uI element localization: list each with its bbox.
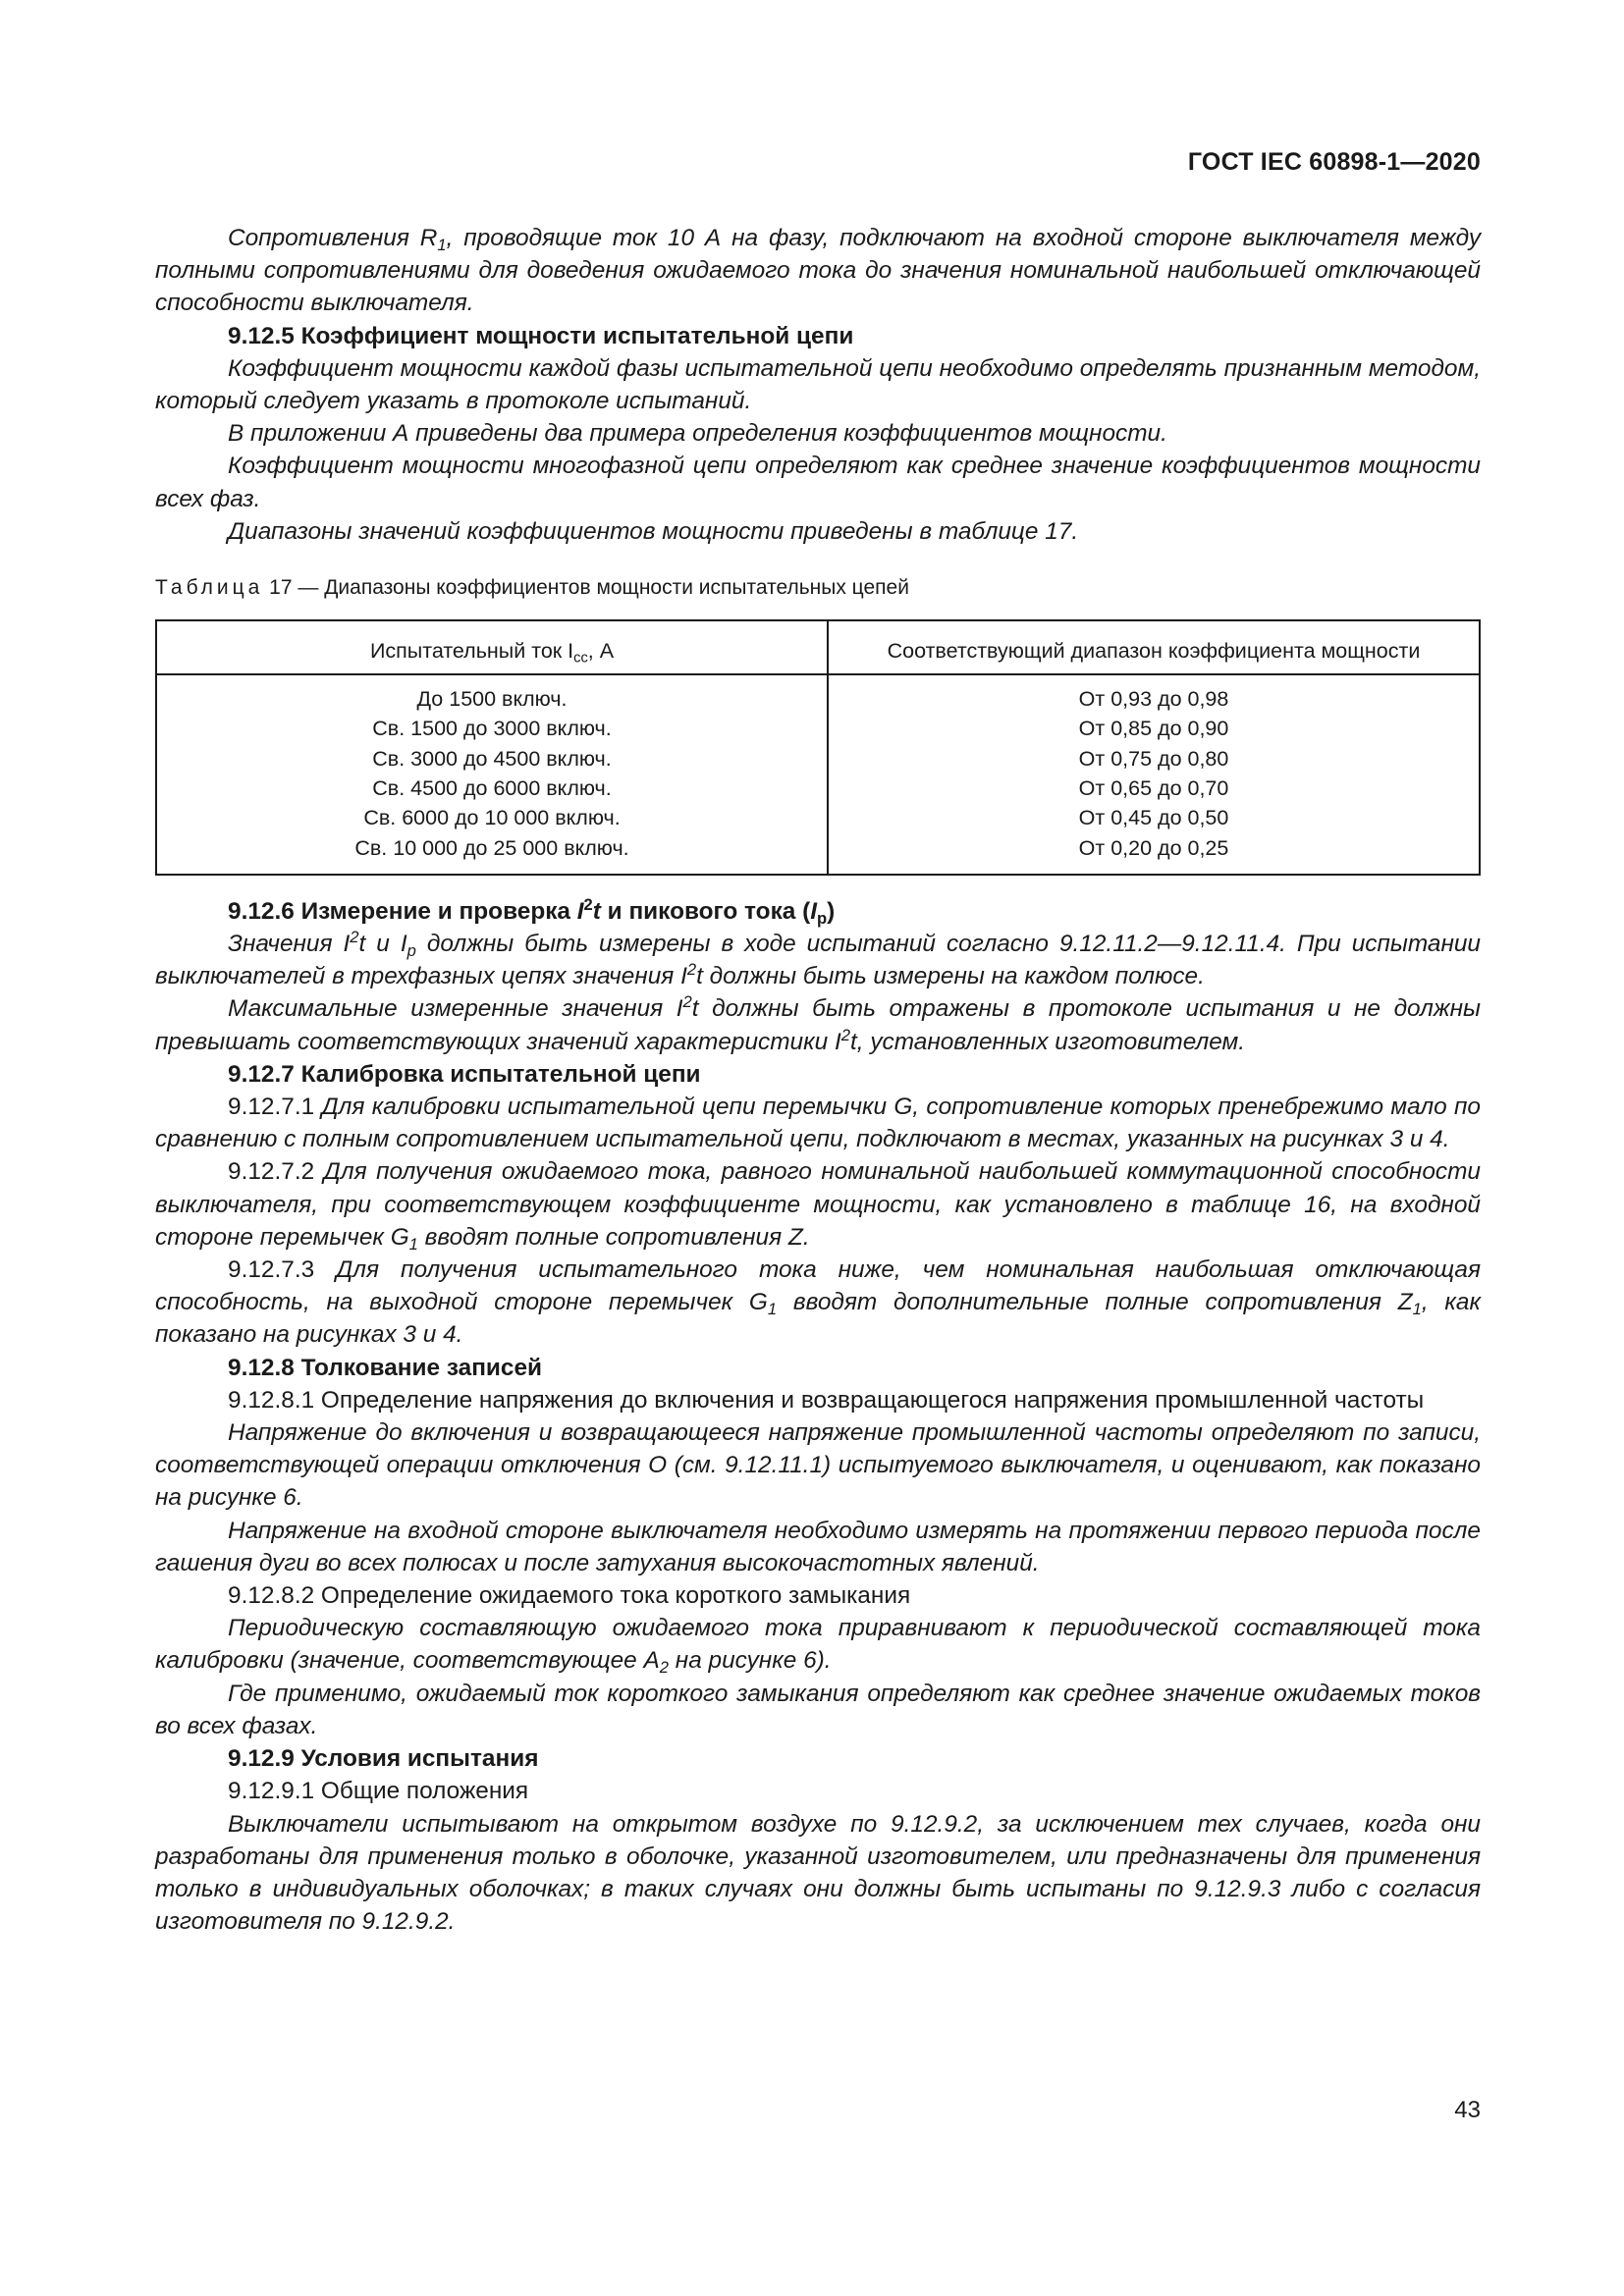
table-cell: От 0,20 до 0,25 [1078, 835, 1229, 860]
paragraph-9-12-8-2: 9.12.8.2 Определение ожидаемого тока короткого замыкания [228, 1582, 911, 1610]
table-cell: От 0,75 до 0,80 [1078, 746, 1229, 771]
power-factor-table [155, 619, 1481, 876]
paragraph-resistances: Сопротивления $R_1$, проводящие ток 10 А на фазу, подключают на входной стороне выключателя между полными сопротивлениями для доведения ожидаемого тока до значения номинальной наибольшей отключающей способности выключателя. [155, 225, 1482, 317]
paragraph-9-12-8-2-b: Где применимо, ожидаемый ток короткого замыкания определяют как среднее значение ожидаемых токов во всех фазах. [155, 1680, 1481, 1739]
heading-9-12-6: 9.12.6 Измерение и проверка $I^2t$ и пикового тока $(I_p)$ [228, 894, 836, 928]
page-body [155, 222, 1481, 1938]
table-header-current: Испытательный ток $I_{cc}$, А [156, 620, 828, 674]
paragraph-9-12-8-1: 9.12.8.1 Определение напряжения до включения и возвращающегося напряжения промышленной частоты [228, 1386, 1425, 1414]
table-column-power-factor [828, 674, 1480, 875]
table-column-current [156, 674, 828, 875]
paragraph-9-12-7-1: 9.12.7.1 Для калибровки испытательной цепи перемычки G, сопротивление которых пренебрежимо мало по сравнению с полным сопротивлением испытательной цепи, подключают в местах, указанных на рисунках 3 и 4. [155, 1094, 1481, 1153]
heading-9-12-7: 9.12.7 Калибровка испытательной цепи [228, 1060, 701, 1088]
table-cell: От 0,45 до 0,50 [1078, 806, 1229, 830]
page-number: 43 [1454, 2097, 1481, 2123]
paragraph-9-12-8-1-b: Напряжение на входной стороне выключателя необходимо измерять на протяжении первого периода после гашения дуги во всех полюсах и после затухания высокочастотных явлений. [155, 1517, 1481, 1576]
document-header: ГОСТ IEC 60898-1—2020 [1187, 148, 1481, 176]
paragraph-9-12-5-1: Коэффициент мощности каждой фазы испытательной цепи необходимо определять признанным методом, который следует указать в протоколе испытаний. [155, 354, 1481, 415]
paragraph-9-12-8-2-a: Периодическую составляющую ожидаемого тока приравнивают к периодической составляющей тока калибровки (значение, соответствующее $A_2$ на рисунке 6). [155, 1615, 1481, 1678]
table-header-power-factor: Соответствующий диапазон коэффициента мощности [828, 620, 1480, 674]
paragraph-9-12-6-1: Значения $I^2t$ и $I_p$ должны быть измерены в ходе испытаний согласно 9.12.11.2—9.12.11.4. При испытании выключателей в трехфазных цепях значения $I^2t$ должны быть измерены на каждом полюсе. [155, 927, 1481, 990]
table-cell: До 1500 включ. [416, 687, 568, 712]
paragraph-9-12-7-2: 9.12.7.2 Для получения ожидаемого тока, равного номинальной наибольшей коммутационной способности выключателя, при соответствующем коэффициенте мощности, как установлено в таблице 16, на входной стороне перемычек $G_1$ вводят полные сопротивления Z. [155, 1158, 1481, 1254]
heading-9-12-8: 9.12.8 Толкование записей [228, 1354, 543, 1381]
table-cell: Св. 4500 до 6000 включ. [372, 775, 612, 800]
heading-9-12-5: 9.12.5 Коэффициент мощности испытательной цепи [228, 322, 854, 349]
paragraph-9-12-5-2: В приложении А приведены два примера определения коэффициентов мощности. [228, 420, 1167, 448]
paragraph-9-12-8-1-a: Напряжение до включения и возвращающееся напряжение промышленной частоты определяют по записи, соответствующей операции отключения О (см. 9.12.11.1) испытуемого выключателя, и оценивают, как показано на рисунке 6. [155, 1419, 1481, 1512]
table-caption: Таблица 17 — Диапазоны коэффициентов мощности испытательных цепей [155, 576, 909, 600]
paragraph-9-12-9-1-a: Выключатели испытывают на открытом воздухе по 9.12.9.2, за исключением тех случаев, когда они разработаны для применения только в оболочке, указанной изготовителем, или предназначены для применения только в индивидуальных оболочках; в таких случаях они должны быть испытаны по 9.12.9.3 либо с согласия изготовителя по 9.12.9.2. [155, 1810, 1481, 1936]
paragraph-9-12-5-3: Коэффициент мощности многофазной цепи определяют как среднее значение коэффициентов мощности всех фаз. [155, 453, 1481, 512]
table-cell: От 0,85 до 0,90 [1078, 717, 1229, 741]
table-cell: От 0,65 до 0,70 [1078, 775, 1229, 800]
table-cell: Св. 1500 до 3000 включ. [372, 717, 612, 741]
paragraph-9-12-7-3: 9.12.7.3 Для получения испытательного тока ниже, чем номинальная наибольшая отключающая способность, на выходной стороне перемычек $G_1$ вводят дополнительные полные сопротивления $Z_1$, как показано на рисунках 3 и 4. [155, 1256, 1482, 1349]
table-cell: От 0,93 до 0,98 [1078, 687, 1229, 712]
paragraph-9-12-5-4: Диапазоны значений коэффициентов мощности приведены в таблице 17. [228, 517, 1079, 545]
heading-9-12-9: 9.12.9 Условия испытания [228, 1745, 539, 1773]
table-cell: Св. 10 000 до 25 000 включ. [354, 835, 629, 860]
table-cell: Св. 6000 до 10 000 включ. [363, 806, 621, 830]
paragraph-9-12-9-1: 9.12.9.1 Общие положения [228, 1778, 529, 1805]
paragraph-9-12-6-2: Максимальные измеренные значения $I^2t$ должны быть отражены в протоколе испытания и не должны превышать соответствующих значений характеристики $I^2t$, установленных изготовителем. [155, 992, 1481, 1055]
table-cell: Св. 3000 до 4500 включ. [372, 746, 612, 771]
